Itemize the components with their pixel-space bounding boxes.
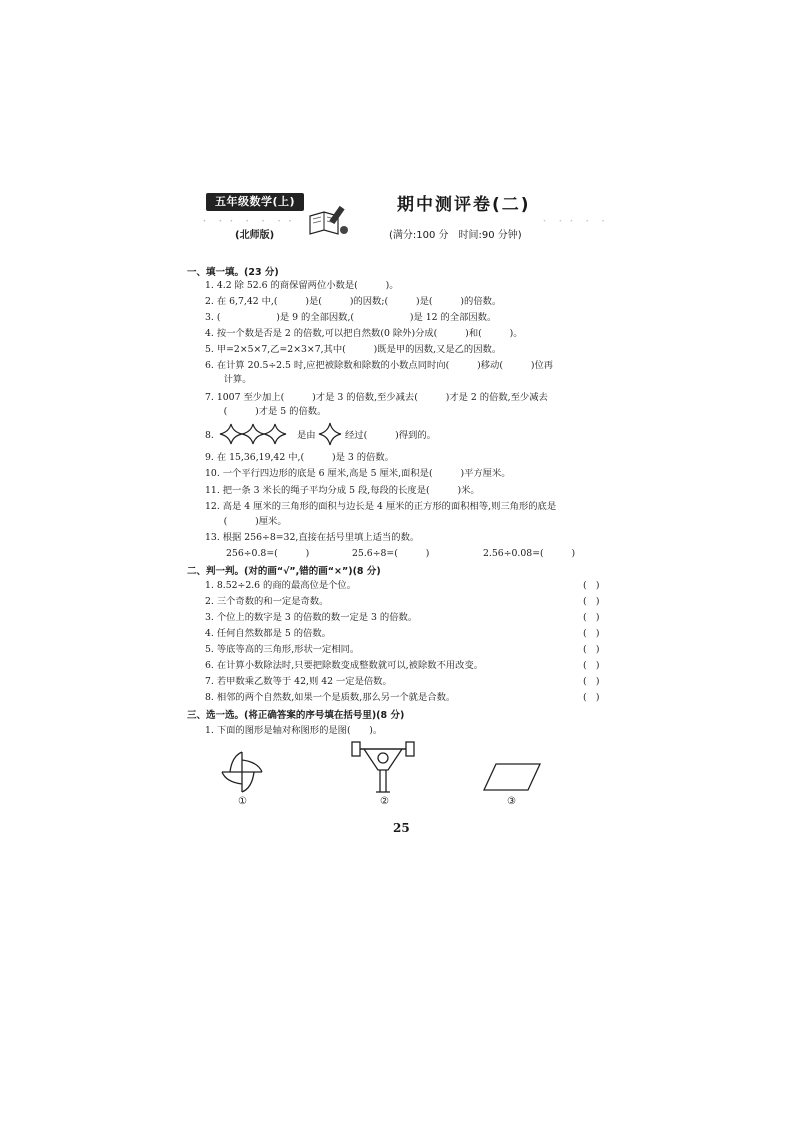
question-item: 25.6÷8=( )	[352, 548, 430, 559]
book-pencil-icon	[306, 204, 350, 238]
question-item: 9. 在 15,36,19,42 中,( )是 3 的倍数。	[205, 452, 394, 463]
question-item: 2.56÷0.08=( )	[483, 548, 576, 559]
question-item: 11. 把一条 3 米长的绳子平均分成 5 段,每段的长度是( )米。	[205, 485, 480, 496]
judge-item: 8. 相邻的两个自然数,如果一个是质数,那么另一个就是合数。	[205, 692, 456, 703]
question-item: 是由	[297, 430, 316, 441]
question-item: 12. 高是 4 厘米的三角形的面积与边长是 4 厘米的正方形的面积相等,则三角形的底是	[205, 501, 557, 512]
answer-paren[interactable]: ( )	[583, 628, 600, 639]
weightlifter-figure	[350, 740, 416, 796]
answer-paren[interactable]: ( )	[583, 580, 600, 591]
judge-item: 6. 在计算小数除法时,只要把除数变成整数就可以,被除数不用改变。	[205, 660, 484, 671]
section-heading: 二、判一判。(对的画“√”,错的画“×”)(8 分)	[187, 566, 381, 577]
scan-noise: ・ ・・ ・ ・	[540, 217, 610, 227]
star-shape-icon	[318, 422, 342, 446]
answer-paren[interactable]: ( )	[583, 660, 600, 671]
question-item: 1. 4.2 除 52.6 的商保留两位小数是( )。	[205, 280, 399, 291]
page-number: 25	[393, 821, 410, 835]
answer-paren[interactable]: ( )	[583, 596, 600, 607]
section-heading: 一、填一填。(23 分)	[187, 267, 279, 278]
question-item: 13. 根据 256÷8=32,直接在括号里填上适当的数。	[205, 532, 420, 543]
question-item: 8.	[205, 430, 214, 441]
figure-label: ②	[380, 796, 389, 807]
answer-paren[interactable]: ( )	[583, 676, 600, 687]
judge-item: 2. 三个奇数的和一定是奇数。	[205, 596, 329, 607]
star-shapes-icon	[218, 422, 296, 446]
question-item: 256÷0.8=( )	[226, 548, 310, 559]
question-item: 2. 在 6,7,42 中,( )是( )的因数;( )是( )的倍数。	[205, 296, 502, 307]
question-item: 经过( )得到的。	[345, 430, 436, 441]
judge-item: 1. 8.52÷2.6 的商的最高位是个位。	[205, 580, 357, 591]
question-item: 7. 1007 至少加上( )才是 3 的倍数,至少减去( )才是 2 的倍数,至少减去	[205, 392, 548, 403]
figure-label: ③	[507, 796, 516, 807]
page-title: 期中测评卷(二)	[397, 195, 531, 215]
score-info: (满分:100 分 时间:90 分钟)	[389, 230, 522, 241]
judge-item: 5. 等底等高的三角形,形状一定相同。	[205, 644, 360, 655]
question-item: 6. 在计算 20.5÷2.5 时,应把被除数和除数的小数点同时向( )移动( )位再	[205, 360, 554, 371]
figure-label: ①	[238, 796, 247, 807]
grade-badge: 五年级数学(上)	[206, 193, 304, 211]
pinwheel-figure	[218, 748, 266, 796]
scan-noise: ・ ・・ ・ ・ ・・	[200, 217, 297, 227]
question-item: 10. 一个平行四边形的底是 6 厘米,高是 5 厘米,面积是( )平方厘米。	[205, 468, 511, 479]
edition-label: (北师版)	[235, 230, 275, 241]
question-item: 计算。	[205, 374, 252, 385]
question-item: 1. 下面的图形是轴对称图形的是图( )。	[205, 725, 383, 736]
question-item: ( )厘米。	[205, 516, 287, 527]
judge-item: 3. 个位上的数字是 3 的倍数的数一定是 3 的倍数。	[205, 612, 418, 623]
parallelogram-figure	[482, 762, 542, 792]
question-item: 5. 甲=2×5×7,乙=2×3×7,其中( )既是甲的因数,又是乙的因数。	[205, 344, 502, 355]
answer-paren[interactable]: ( )	[583, 612, 600, 623]
answer-paren[interactable]: ( )	[583, 644, 600, 655]
answer-paren[interactable]: ( )	[583, 692, 600, 703]
section-heading: 三、选一选。(将正确答案的序号填在括号里)(8 分)	[187, 710, 405, 721]
question-item: 4. 按一个数是否是 2 的倍数,可以把自然数(0 除外)分成( )和( )。	[205, 328, 523, 339]
judge-item: 4. 任何自然数都是 5 的倍数。	[205, 628, 331, 639]
question-item: 3. ( )是 9 的全部因数,( )是 12 的全部因数。	[205, 312, 497, 323]
judge-item: 7. 若甲数乘乙数等于 42,则 42 一定是倍数。	[205, 676, 392, 687]
question-item: ( )才是 5 的倍数。	[205, 406, 327, 417]
